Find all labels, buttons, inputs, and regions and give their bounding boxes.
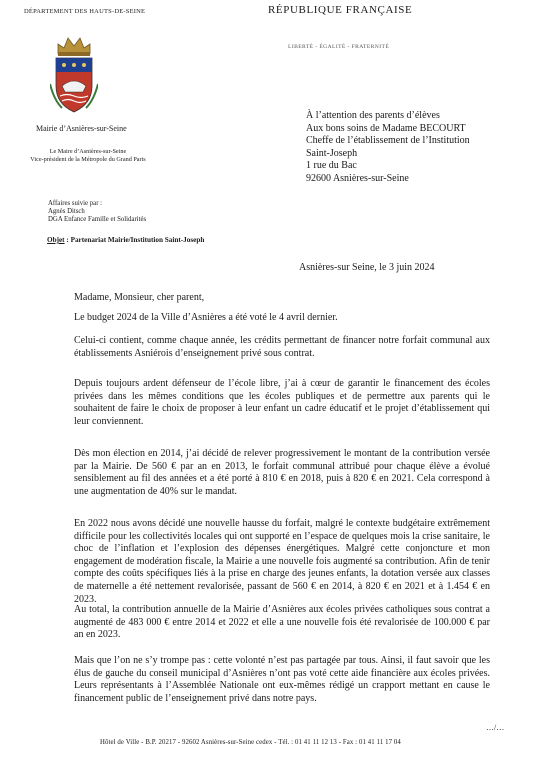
recipient-address bbox=[306, 110, 470, 186]
paragraph-4: Dès mon élection en 2014, j’ai décidé de relever progressivement le montant de la contribution versée par la Mairie. De 560 € par an en 2013, le forfait communal attribué pour chaque élève a évolué sensiblement au fil des années et a été porté à 810 € en 2018, puis à 820 € en 2021. Cela correspond à une augmentation de 40% sur le mandat. bbox=[74, 448, 490, 497]
subject-line bbox=[47, 236, 204, 244]
paragraph-6: Au total, la contribution annuelle de la Mairie d’Asnières aux écoles privées catholiques sous contrat a augmenté de 483 000 € entre 2014 et 2022 et elle a une nouvelle fois été revalorisée de 100.000 € par an en 2023. bbox=[74, 604, 490, 641]
recipient-line-1: À l’attention des parents d’élèves bbox=[306, 110, 440, 121]
recipient-line-6: 92600 Asnières-sur-Seine bbox=[306, 172, 409, 184]
paragraph-5: En 2022 nous avons décidé une nouvelle hausse du forfait, malgré le contexte budgétaire extrêmement difficile pour les collectivités locales qui ont supporté en l’espace de quelques mois la crise sanitaire, le choc de l’inflation et l’explosion des dépenses énergétiques. Malgré cette conjoncture et mon engagement de modération fiscale, la Mairie a une nouvelle fois augmenté sa contribution. Afin de tenir compte des coûts spécifiques liés à la prise en charge des jeunes enfants, la dotation versée aux classes de maternelle a été nettement revalorisée, passant de 560 € en 2014, à 820 € en 2021 et à 1.454 € en 2023. bbox=[74, 518, 490, 605]
continued-marker: …/… bbox=[486, 723, 505, 732]
paragraph-7: Mais que l’on ne s’y trompe pas : cette volonté n’est pas partagée par tous. Ainsi, il faut savoir que les élus de gauche du conseil municipal d’Asnières n’ont pas voté cette aide financière aux écoles privées. Leurs représentants à l’Assemblée Nationale ont eux-mêmes rédigé un crapport mettant en cause le financement public de l’enseignement privé dans notre pays. bbox=[74, 655, 490, 704]
recipient-line-4: Saint-Joseph bbox=[306, 147, 358, 159]
salutation: Madame, Monsieur, cher parent, bbox=[74, 292, 205, 303]
subject-text: : Partenariat Mairie/Institution Saint-Joseph bbox=[64, 236, 205, 244]
recipient-line-5: 1 rue du Bac bbox=[306, 160, 357, 172]
subject-label: Objet bbox=[47, 236, 65, 244]
republic-heading: RÉPUBLIQUE FRANÇAISE bbox=[268, 4, 413, 16]
affair-handler bbox=[48, 200, 146, 224]
mayor-line-2: Vice-président de la Métropole du Grand Paris bbox=[30, 156, 146, 163]
footer-address: Hôtel de Ville - B.P. 20217 - 92602 Asnières-sur-Seine cedex - Tél. : 01 41 11 12 13 - Fax : 01 41 11 17 04 bbox=[100, 739, 401, 746]
department-label: DÉPARTEMENT DES HAUTS-DE-SEINE bbox=[24, 8, 146, 15]
affair-name: Agnès Ditsch bbox=[48, 208, 85, 215]
mairie-caption: Mairie d’Asnières-sur-Seine bbox=[36, 124, 127, 133]
paragraph-3: Depuis toujours ardent défenseur de l’école libre, j’ai à cœur de garantir le financement des écoles privées dans les mêmes conditions que les écoles publiques et de permettre aux parents qui le souhaitent de faire le choix de proposer à leur enfant un cadre éducatif et le projet d’établissement qui leur conviennent. bbox=[74, 378, 490, 427]
mayor-line-1: Le Maire d’Asnières-sur-Seine bbox=[49, 148, 127, 155]
paragraph-2: Celui-ci contient, comme chaque année, les crédits permettant de financer notre forfait communal aux établissements Asniérois d’enseignement privé sous contrat. bbox=[74, 335, 490, 359]
republic-motto: LIBERTÉ - ÉGALITÉ - FRATERNITÉ bbox=[288, 44, 390, 50]
letter-date: Asnières-sur Seine, le 3 juin 2024 bbox=[299, 262, 435, 273]
affair-label: Affaires suivie par : bbox=[48, 200, 103, 207]
affair-department: DGA Enfance Famille et Solidarités bbox=[48, 216, 147, 223]
paragraph-1: Le budget 2024 de la Ville d’Asnières a été voté le 4 avril dernier. bbox=[74, 312, 338, 323]
mayor-title bbox=[30, 148, 146, 164]
recipient-line-3: Cheffe de l’établissement de l’Institution bbox=[306, 135, 470, 147]
recipient-line-2: Aux bons soins de Madame BECOURT bbox=[306, 122, 466, 134]
city-crest-logo bbox=[50, 34, 98, 114]
